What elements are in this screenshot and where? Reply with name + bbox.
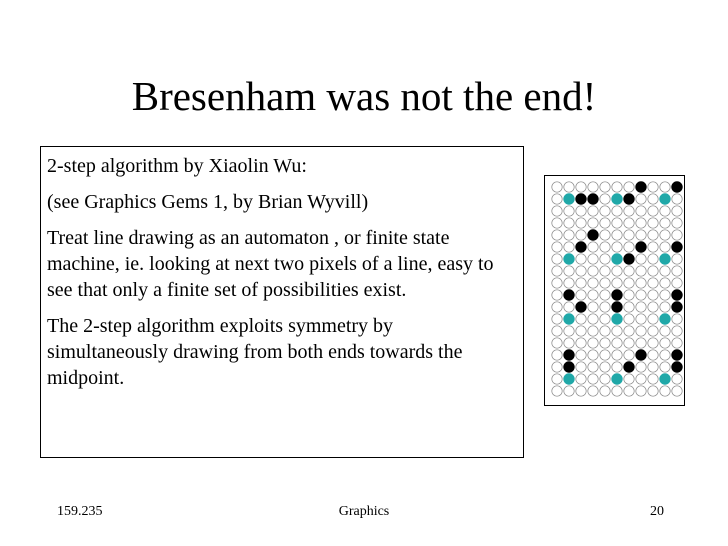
empty-pixel	[552, 182, 562, 192]
start-pixel	[660, 194, 670, 204]
lit-pixel	[564, 290, 574, 300]
empty-pixel	[588, 386, 598, 396]
empty-pixel	[660, 242, 670, 252]
empty-pixel	[660, 230, 670, 240]
slide-title: Bresenham was not the end!	[131, 73, 597, 119]
empty-pixel	[636, 218, 646, 228]
empty-pixel	[660, 206, 670, 216]
empty-pixel	[672, 254, 682, 264]
empty-pixel	[600, 218, 610, 228]
start-pixel	[564, 254, 574, 264]
empty-pixel	[564, 230, 574, 240]
empty-pixel	[672, 206, 682, 216]
empty-pixel	[588, 242, 598, 252]
empty-pixel	[672, 338, 682, 348]
empty-pixel	[612, 278, 622, 288]
empty-pixel	[672, 230, 682, 240]
start-pixel	[564, 374, 574, 384]
empty-pixel	[552, 350, 562, 360]
empty-pixel	[576, 350, 586, 360]
empty-pixel	[600, 362, 610, 372]
empty-pixel	[552, 206, 562, 216]
paragraph-4: The 2-step algorithm exploits symmetry by simultaneously drawing from both ends towards the midpoint.	[47, 315, 463, 389]
empty-pixel	[588, 290, 598, 300]
empty-pixel	[564, 278, 574, 288]
empty-pixel	[648, 218, 658, 228]
empty-pixel	[588, 266, 598, 276]
empty-pixel	[672, 314, 682, 324]
empty-pixel	[660, 302, 670, 312]
empty-pixel	[660, 266, 670, 276]
empty-pixel	[564, 302, 574, 312]
lit-pixel	[588, 230, 598, 240]
lit-pixel	[588, 194, 598, 204]
start-pixel	[612, 314, 622, 324]
empty-pixel	[624, 386, 634, 396]
empty-pixel	[564, 206, 574, 216]
empty-pixel	[648, 350, 658, 360]
empty-pixel	[612, 266, 622, 276]
empty-pixel	[624, 374, 634, 384]
empty-pixel	[564, 326, 574, 336]
paragraph-2: (see Graphics Gems 1, by Brian Wyvill)	[47, 191, 369, 213]
empty-pixel	[636, 194, 646, 204]
empty-pixel	[576, 206, 586, 216]
empty-pixel	[552, 386, 562, 396]
empty-pixel	[660, 326, 670, 336]
empty-pixel	[600, 338, 610, 348]
empty-pixel	[636, 314, 646, 324]
start-pixel	[612, 374, 622, 384]
empty-pixel	[588, 278, 598, 288]
lit-pixel	[564, 362, 574, 372]
empty-pixel	[576, 266, 586, 276]
empty-pixel	[588, 338, 598, 348]
start-pixel	[660, 254, 670, 264]
lit-pixel	[636, 350, 646, 360]
empty-pixel	[576, 326, 586, 336]
empty-pixel	[552, 302, 562, 312]
empty-pixel	[552, 362, 562, 372]
empty-pixel	[636, 230, 646, 240]
empty-pixel	[612, 182, 622, 192]
empty-pixel	[660, 218, 670, 228]
empty-pixel	[624, 242, 634, 252]
empty-pixel	[600, 278, 610, 288]
empty-pixel	[672, 374, 682, 384]
empty-pixel	[600, 230, 610, 240]
footer-topic: Graphics	[338, 504, 390, 519]
empty-pixel	[672, 326, 682, 336]
empty-pixel	[624, 278, 634, 288]
empty-pixel	[564, 386, 574, 396]
lit-pixel	[672, 290, 682, 300]
empty-pixel	[636, 266, 646, 276]
lit-pixel	[672, 350, 682, 360]
start-pixel	[564, 314, 574, 324]
empty-pixel	[552, 338, 562, 348]
lit-pixel	[672, 302, 682, 312]
empty-pixel	[660, 278, 670, 288]
lit-pixel	[672, 182, 682, 192]
empty-pixel	[588, 350, 598, 360]
empty-pixel	[564, 338, 574, 348]
empty-pixel	[552, 374, 562, 384]
start-pixel	[660, 374, 670, 384]
empty-pixel	[636, 386, 646, 396]
empty-pixel	[672, 386, 682, 396]
start-pixel	[612, 254, 622, 264]
lit-pixel	[672, 242, 682, 252]
empty-pixel	[648, 254, 658, 264]
empty-pixel	[624, 230, 634, 240]
empty-pixel	[624, 182, 634, 192]
empty-pixel	[648, 326, 658, 336]
empty-pixel	[588, 254, 598, 264]
lit-pixel	[624, 362, 634, 372]
empty-pixel	[588, 182, 598, 192]
empty-pixel	[576, 254, 586, 264]
empty-pixel	[588, 302, 598, 312]
empty-pixel	[636, 206, 646, 216]
empty-pixel	[600, 266, 610, 276]
empty-pixel	[600, 350, 610, 360]
empty-pixel	[648, 374, 658, 384]
empty-pixel	[648, 314, 658, 324]
empty-pixel	[552, 290, 562, 300]
empty-pixel	[552, 194, 562, 204]
lit-pixel	[612, 302, 622, 312]
lit-pixel	[672, 362, 682, 372]
empty-pixel	[612, 326, 622, 336]
lit-pixel	[576, 194, 586, 204]
empty-pixel	[648, 302, 658, 312]
lit-pixel	[636, 242, 646, 252]
empty-pixel	[636, 338, 646, 348]
empty-pixel	[564, 182, 574, 192]
footer-page-number: 20	[650, 504, 664, 519]
empty-pixel	[612, 362, 622, 372]
empty-pixel	[600, 326, 610, 336]
empty-pixel	[672, 218, 682, 228]
empty-pixel	[612, 338, 622, 348]
empty-pixel	[624, 290, 634, 300]
empty-pixel	[576, 362, 586, 372]
empty-pixel	[612, 230, 622, 240]
empty-pixel	[552, 314, 562, 324]
empty-pixel	[552, 218, 562, 228]
empty-pixel	[600, 206, 610, 216]
empty-pixel	[552, 266, 562, 276]
lit-pixel	[576, 242, 586, 252]
empty-pixel	[636, 362, 646, 372]
empty-pixel	[648, 206, 658, 216]
empty-pixel	[576, 338, 586, 348]
empty-pixel	[660, 350, 670, 360]
empty-pixel	[576, 278, 586, 288]
empty-pixel	[588, 326, 598, 336]
paragraph-3: Treat line drawing as an automaton , or finite state machine, ie. looking at next two pixels of a line, easy to see that only a finite set of possibilities exist.	[47, 227, 494, 301]
empty-pixel	[588, 206, 598, 216]
empty-pixel	[636, 254, 646, 264]
empty-pixel	[612, 218, 622, 228]
lit-pixel	[624, 254, 634, 264]
empty-pixel	[648, 194, 658, 204]
empty-pixel	[600, 242, 610, 252]
text-box	[40, 146, 524, 458]
empty-pixel	[600, 182, 610, 192]
empty-pixel	[552, 242, 562, 252]
empty-pixel	[576, 230, 586, 240]
empty-pixel	[648, 362, 658, 372]
empty-pixel	[636, 290, 646, 300]
empty-pixel	[648, 278, 658, 288]
pixel-pattern-figure	[544, 175, 685, 406]
empty-pixel	[648, 230, 658, 240]
empty-pixel	[564, 266, 574, 276]
empty-pixel	[660, 182, 670, 192]
empty-pixel	[636, 278, 646, 288]
empty-pixel	[552, 230, 562, 240]
empty-pixel	[588, 362, 598, 372]
empty-pixel	[648, 290, 658, 300]
empty-pixel	[660, 386, 670, 396]
lit-pixel	[564, 350, 574, 360]
empty-pixel	[576, 374, 586, 384]
lit-pixel	[636, 182, 646, 192]
empty-pixel	[624, 314, 634, 324]
empty-pixel	[600, 290, 610, 300]
empty-pixel	[672, 278, 682, 288]
empty-pixel	[600, 386, 610, 396]
pixel-grid	[545, 176, 684, 405]
empty-pixel	[552, 278, 562, 288]
empty-pixel	[576, 218, 586, 228]
paragraph-1: 2-step algorithm by Xiaolin Wu:	[47, 155, 307, 177]
empty-pixel	[600, 302, 610, 312]
empty-pixel	[552, 326, 562, 336]
empty-pixel	[624, 302, 634, 312]
empty-pixel	[588, 218, 598, 228]
empty-pixel	[624, 350, 634, 360]
empty-pixel	[624, 326, 634, 336]
empty-pixel	[636, 326, 646, 336]
empty-pixel	[576, 386, 586, 396]
lit-pixel	[624, 194, 634, 204]
empty-pixel	[636, 374, 646, 384]
empty-pixel	[588, 374, 598, 384]
empty-pixel	[588, 314, 598, 324]
empty-pixel	[636, 302, 646, 312]
lit-pixel	[612, 290, 622, 300]
empty-pixel	[564, 242, 574, 252]
empty-pixel	[600, 254, 610, 264]
empty-pixel	[660, 338, 670, 348]
empty-pixel	[612, 350, 622, 360]
start-pixel	[612, 194, 622, 204]
empty-pixel	[624, 266, 634, 276]
empty-pixel	[624, 218, 634, 228]
start-pixel	[564, 194, 574, 204]
empty-pixel	[600, 314, 610, 324]
empty-pixel	[576, 182, 586, 192]
start-pixel	[660, 314, 670, 324]
empty-pixel	[552, 254, 562, 264]
empty-pixel	[660, 290, 670, 300]
empty-pixel	[600, 374, 610, 384]
empty-pixel	[660, 362, 670, 372]
empty-pixel	[648, 338, 658, 348]
empty-pixel	[624, 206, 634, 216]
empty-pixel	[576, 314, 586, 324]
empty-pixel	[612, 386, 622, 396]
empty-pixel	[648, 182, 658, 192]
empty-pixel	[576, 290, 586, 300]
empty-pixel	[612, 242, 622, 252]
empty-pixel	[648, 386, 658, 396]
empty-pixel	[648, 242, 658, 252]
empty-pixel	[624, 338, 634, 348]
empty-pixel	[600, 194, 610, 204]
footer-course-code: 159.235	[57, 504, 103, 519]
empty-pixel	[648, 266, 658, 276]
empty-pixel	[672, 266, 682, 276]
empty-pixel	[564, 218, 574, 228]
lit-pixel	[576, 302, 586, 312]
empty-pixel	[672, 194, 682, 204]
empty-pixel	[612, 206, 622, 216]
